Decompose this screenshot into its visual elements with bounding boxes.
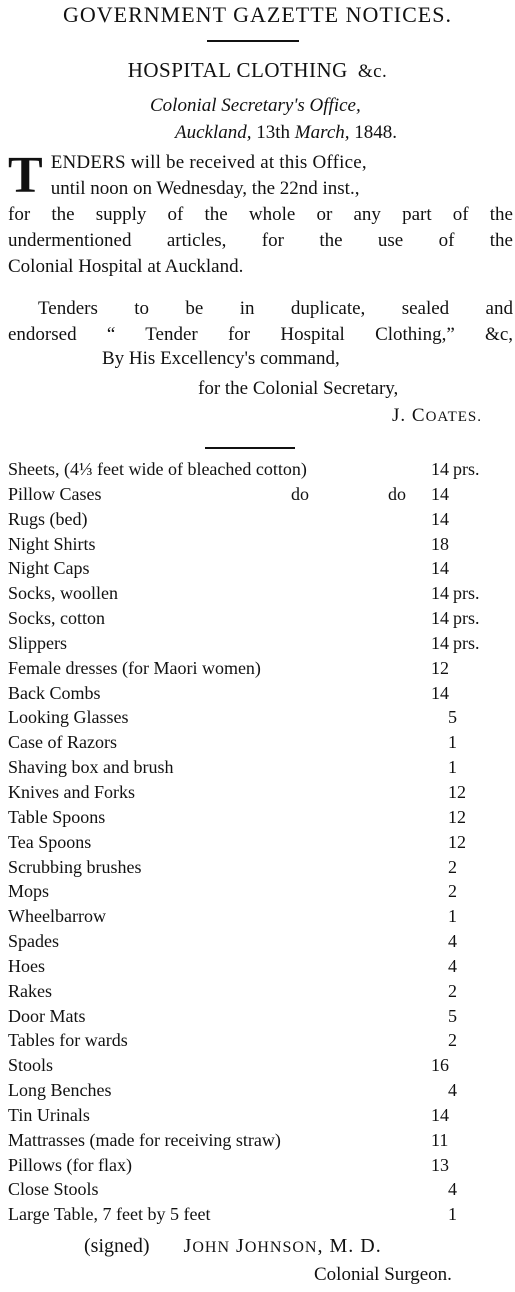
list-item <box>8 631 515 656</box>
list-item <box>8 1153 515 1178</box>
list-item <box>8 507 515 532</box>
divider-rule <box>207 40 299 42</box>
item-name: Night Shirts <box>8 533 96 554</box>
list-item <box>8 830 515 855</box>
quantity-value: 4 <box>448 1080 457 1101</box>
list-item <box>8 855 515 880</box>
paragraph-line: endorsed “ Tender for Hospital Clothing,” &c, <box>8 324 513 345</box>
item-name: Socks, woollen <box>8 583 118 604</box>
list-item <box>8 1103 515 1128</box>
item-quantity <box>431 1103 449 1127</box>
item-name: Long Benches <box>8 1080 112 1101</box>
dateline <box>175 122 397 144</box>
item-quantity <box>431 457 480 481</box>
paragraph-line: Tenders to be in duplicate, sealed and <box>38 298 513 319</box>
ditto-mark: do <box>291 483 309 504</box>
item-quantity <box>431 482 449 506</box>
list-item <box>8 532 515 557</box>
list-item <box>8 929 515 954</box>
item-name: Tin Urinals <box>8 1104 90 1125</box>
item-quantity <box>448 730 457 754</box>
quantity-value: 11 <box>431 1129 449 1150</box>
dateline-month: March, <box>294 122 350 143</box>
surgeon-signature <box>84 1235 382 1258</box>
list-item <box>8 581 515 606</box>
quantity-value: 2 <box>448 856 457 877</box>
signature-surname: OATES. <box>425 409 482 425</box>
item-quantity <box>431 631 480 655</box>
item-name: Socks, cotton <box>8 608 105 629</box>
quantity-value: 16 <box>431 1055 449 1076</box>
list-item <box>8 606 515 631</box>
item-name: Mops <box>8 881 50 902</box>
quantity-value: 12 <box>448 831 466 852</box>
list-item <box>8 954 515 979</box>
item-name: Stools <box>8 1055 54 1076</box>
list-item <box>8 457 515 482</box>
quantity-value: 14 <box>431 508 449 529</box>
list-item <box>8 656 515 681</box>
list-item <box>8 1053 515 1078</box>
name-last: OHNSON <box>244 1239 318 1256</box>
item-name: Large Table, 7 feet by 5 feet <box>8 1204 211 1225</box>
quantity-unit: prs. <box>453 608 480 629</box>
list-item <box>8 1004 515 1029</box>
item-quantity <box>431 681 449 705</box>
paragraph-line: ENDERS will be received at this Office, <box>50 152 367 173</box>
dateline-year: 1848. <box>349 122 397 143</box>
quantity-unit: prs. <box>453 459 480 479</box>
item-name: Case of Razors <box>8 732 117 753</box>
item-quantity <box>448 805 466 829</box>
issuing-office: Colonial Secretary's Office, <box>150 95 361 116</box>
quantity-value: 14 <box>431 558 449 579</box>
item-quantity <box>431 1128 448 1152</box>
item-quantity <box>448 1202 457 1226</box>
item-name: Rugs (bed) <box>8 508 88 529</box>
quantity-unit: prs. <box>453 632 480 653</box>
paragraph-line: until noon on Wednesday, the 22nd inst., <box>50 178 360 199</box>
item-quantity <box>448 1004 457 1028</box>
item-name: Tea Spoons <box>8 831 92 852</box>
list-item <box>8 1028 515 1053</box>
item-name: Close Stools <box>8 1179 99 1200</box>
item-quantity <box>431 507 449 531</box>
item-quantity <box>431 532 449 556</box>
masthead-title: GOVERNMENT GAZETTE NOTICES. <box>63 2 452 27</box>
item-quantity <box>448 855 457 879</box>
ditto-mark: do <box>388 483 406 504</box>
for-secretary-line: for the Colonial Secretary, <box>198 378 399 399</box>
list-item <box>8 1128 515 1153</box>
quantity-value: 14 <box>431 632 449 653</box>
quantity-value: 14 <box>431 483 449 504</box>
quantity-value: 5 <box>448 1005 457 1026</box>
divider-rule <box>205 447 295 449</box>
item-name: Scrubbing brushes <box>8 856 142 877</box>
list-item <box>8 1202 515 1227</box>
list-item <box>8 730 515 755</box>
name-initial: J <box>183 1235 193 1257</box>
list-item <box>8 879 515 904</box>
quantity-value: 5 <box>448 707 457 728</box>
quantity-value: 13 <box>431 1154 449 1175</box>
item-name: Back Combs <box>8 682 101 703</box>
surgeon-name <box>184 1235 382 1257</box>
quantity-value: 12 <box>448 806 466 827</box>
item-name: Spades <box>8 931 59 952</box>
item-name: Mattrasses (made for receiving straw) <box>8 1129 281 1150</box>
quantity-value: 1 <box>448 906 457 927</box>
quantity-value: 1 <box>448 1204 457 1225</box>
dateline-day: 13th <box>251 122 295 143</box>
drop-cap: T <box>8 147 43 204</box>
item-name: Slippers <box>8 632 68 653</box>
quantity-value: 4 <box>448 1179 457 1200</box>
quantity-value: 14 <box>431 682 449 703</box>
item-name: Sheets, (4⅓ feet wide of bleached cotton) <box>8 459 307 479</box>
quantity-unit: prs. <box>453 583 480 604</box>
item-quantity <box>448 904 457 928</box>
signature-initial: J. C <box>392 405 426 426</box>
quantity-value: 14 <box>431 608 449 629</box>
item-quantity <box>431 556 449 580</box>
item-quantity <box>448 780 466 804</box>
surgeon-title: Colonial Surgeon. <box>314 1264 452 1285</box>
name-suffix: , M. D. <box>317 1235 382 1257</box>
item-quantity <box>431 1153 449 1177</box>
item-quantity <box>431 606 480 630</box>
item-name: Hoes <box>8 955 45 976</box>
item-quantity <box>448 1078 457 1102</box>
quantity-value: 2 <box>448 980 457 1001</box>
item-name: Shaving box and brush <box>8 757 174 778</box>
item-name: Knives and Forks <box>8 781 135 802</box>
item-quantity <box>448 929 457 953</box>
notice-heading-suffix: &c. <box>357 61 388 82</box>
item-quantity <box>448 979 457 1003</box>
paragraph-line: for the supply of the whole or any part of the <box>8 204 513 225</box>
name-initial-2: J <box>230 1235 245 1257</box>
list-item <box>8 1078 515 1103</box>
quantity-value: 14 <box>431 583 449 604</box>
item-name: Tables for wards <box>8 1030 128 1051</box>
quantity-value: 1 <box>448 732 457 753</box>
list-item <box>8 805 515 830</box>
item-quantity <box>448 755 457 779</box>
item-quantity <box>448 1028 457 1052</box>
notice-paragraph-2 <box>8 296 513 348</box>
list-item <box>8 681 515 706</box>
list-item <box>8 755 515 780</box>
articles-list <box>8 457 515 1227</box>
item-name: Female dresses (for Maori women) <box>8 657 261 678</box>
item-name: Night Caps <box>8 558 90 579</box>
notice-paragraph-1 <box>8 147 513 280</box>
list-item <box>8 780 515 805</box>
item-quantity <box>431 1053 449 1077</box>
item-quantity <box>448 705 457 729</box>
item-name: Wheelbarrow <box>8 906 106 927</box>
item-name: Rakes <box>8 980 52 1001</box>
item-quantity <box>448 879 457 903</box>
item-name: Pillow Cases <box>8 483 102 504</box>
item-name: Table Spoons <box>8 806 106 827</box>
quantity-value: 2 <box>448 1030 457 1051</box>
quantity-value: 14 <box>431 459 449 479</box>
quantity-value: 4 <box>448 931 457 952</box>
quantity-value: 14 <box>431 1104 449 1125</box>
name-first: OHN <box>192 1239 231 1256</box>
list-item <box>8 482 515 507</box>
dateline-place: Auckland, <box>175 122 252 143</box>
item-quantity <box>448 830 466 854</box>
notice-heading-text: HOSPITAL CLOTHING <box>127 58 348 82</box>
quantity-value: 12 <box>431 657 449 678</box>
quantity-value: 18 <box>431 533 449 554</box>
quantity-value: 2 <box>448 881 457 902</box>
list-item <box>8 904 515 929</box>
quantity-value: 1 <box>448 757 457 778</box>
signed-label: (signed) <box>84 1235 150 1257</box>
list-item <box>8 979 515 1004</box>
paragraph-line: undermentioned articles, for the use of the <box>8 230 513 251</box>
item-quantity <box>431 581 480 605</box>
command-line: By His Excellency's command, <box>102 348 340 369</box>
item-name: Door Mats <box>8 1005 86 1026</box>
item-name: Pillows (for flax) <box>8 1154 132 1175</box>
list-item <box>8 705 515 730</box>
item-name: Looking Glasses <box>8 707 129 728</box>
secretary-signature <box>392 405 482 427</box>
paragraph-line: Colonial Hospital at Auckland. <box>8 256 244 277</box>
quantity-value: 4 <box>448 955 457 976</box>
item-quantity <box>448 1177 457 1201</box>
item-quantity <box>448 954 457 978</box>
quantity-value: 12 <box>448 781 466 802</box>
list-item <box>8 556 515 581</box>
item-quantity <box>431 656 449 680</box>
list-item <box>8 1177 515 1202</box>
notice-heading <box>0 58 515 83</box>
